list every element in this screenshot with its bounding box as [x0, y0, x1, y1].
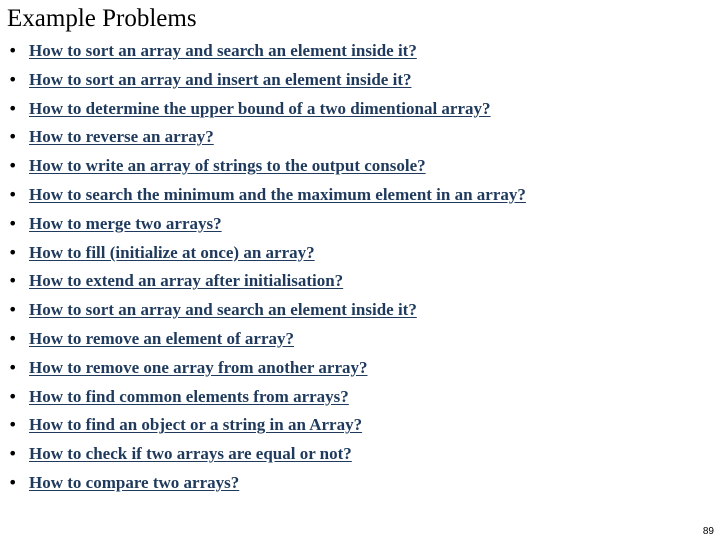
bullet-icon: • — [8, 300, 18, 320]
problem-link[interactable]: How to write an array of strings to the output console? — [29, 156, 426, 176]
list-item — [0, 296, 700, 325]
bullet-icon: • — [8, 69, 18, 89]
problem-link[interactable]: How to fill (initialize at once) an array? — [29, 242, 315, 262]
problem-link[interactable]: How to find an object or a string in an Array? — [29, 415, 363, 435]
problem-link[interactable]: How to merge two arrays? — [29, 213, 222, 233]
bullet-icon: • — [8, 472, 18, 492]
bullet-icon: • — [8, 213, 18, 233]
list-item — [0, 152, 700, 181]
bullet-icon: • — [8, 127, 18, 147]
page-number: 89 — [702, 526, 714, 537]
problem-link[interactable]: How to remove an element of array? — [29, 328, 294, 348]
problem-link[interactable]: How to search the minimum and the maximum element in an array? — [29, 184, 526, 204]
bullet-icon: • — [8, 271, 18, 291]
bullet-icon: • — [8, 328, 18, 348]
list-item — [0, 440, 700, 469]
list-item — [0, 239, 700, 268]
list-item — [0, 66, 700, 95]
bullet-icon: • — [8, 242, 18, 262]
problem-link[interactable]: How to extend an array after initialisation? — [29, 271, 344, 291]
list-item — [0, 383, 700, 412]
bullet-icon: • — [8, 184, 18, 204]
bullet-icon: • — [8, 415, 18, 435]
problem-link[interactable]: How to sort an array and search an element inside it? — [29, 41, 417, 60]
bullet-icon: • — [8, 41, 18, 60]
problem-link[interactable]: How to sort an array and insert an element inside it? — [29, 69, 412, 89]
problem-link[interactable]: How to sort an array and search an element inside it? — [29, 300, 417, 320]
bullet-icon: • — [8, 357, 18, 377]
problem-link[interactable]: How to reverse an array? — [29, 127, 214, 147]
problem-link[interactable]: How to find common elements from arrays? — [29, 386, 349, 406]
list-item — [0, 95, 700, 124]
list-item — [0, 469, 700, 498]
bullet-icon: • — [8, 98, 18, 118]
bullet-icon: • — [8, 444, 18, 464]
list-item — [0, 411, 700, 440]
list-item — [0, 181, 700, 210]
list-item — [0, 354, 700, 383]
problem-link[interactable]: How to compare two arrays? — [29, 472, 240, 492]
problem-link[interactable]: How to check if two arrays are equal or not? — [29, 444, 352, 464]
list-item — [0, 210, 700, 239]
list-item — [0, 325, 700, 354]
problem-list — [0, 37, 700, 498]
bullet-icon: • — [8, 386, 18, 406]
bullet-icon: • — [8, 156, 18, 176]
list-item — [0, 37, 700, 66]
list-item — [0, 123, 700, 152]
slide-title: Example Problems — [7, 5, 197, 32]
problem-link[interactable]: How to remove one array from another array? — [29, 357, 368, 377]
problem-link[interactable]: How to determine the upper bound of a two dimentional array? — [29, 98, 491, 118]
list-item — [0, 267, 700, 296]
